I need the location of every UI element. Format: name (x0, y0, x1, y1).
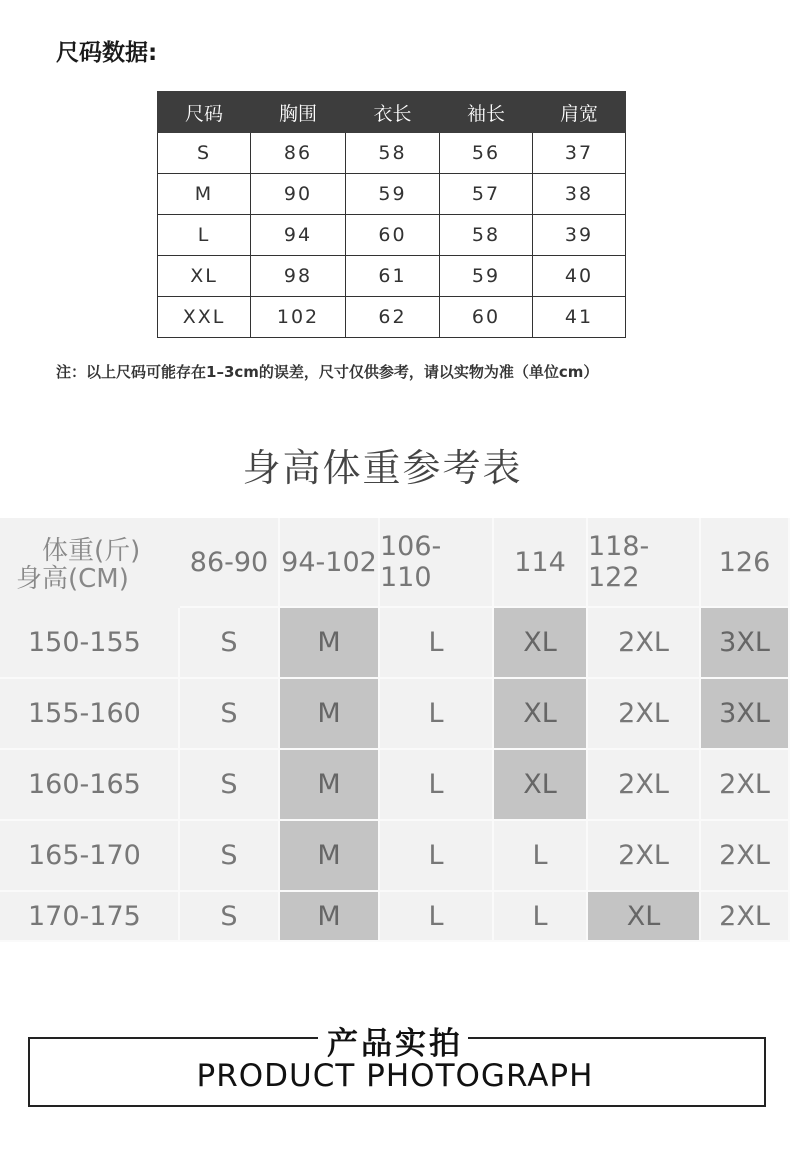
table-cell: 60 (440, 297, 533, 338)
height-weight-table (0, 518, 790, 942)
size-table-header (158, 92, 626, 133)
size-cell: 2XL (588, 750, 701, 821)
table-row (158, 297, 626, 338)
table-row (158, 215, 626, 256)
table-cell: 38 (533, 174, 626, 215)
table-cell: 102 (251, 297, 346, 338)
section-title-cn: 产品实拍 (327, 1026, 463, 1062)
size-cell: S (180, 750, 280, 821)
table-cell: 86 (251, 133, 346, 174)
size-cell: L (494, 821, 588, 892)
weight-column-header: 94-102 (280, 518, 380, 608)
table-cell: 40 (533, 256, 626, 297)
table-cell: XXL (158, 297, 251, 338)
size-table (157, 91, 626, 338)
table-cell: 62 (346, 297, 440, 338)
corner-header (0, 518, 180, 608)
table-cell: 41 (533, 297, 626, 338)
size-cell: XL (494, 679, 588, 750)
frame-line-left (30, 1037, 318, 1039)
header-shoulder: 肩宽 (533, 92, 626, 133)
size-cell: 2XL (588, 608, 701, 679)
size-cell: 2XL (701, 750, 790, 821)
table-row (158, 256, 626, 297)
size-note: 注：以上尺码可能存在1–3cm的误差，尺寸仅供参考，请以实物为准（单位cm） (56, 363, 599, 381)
header-chest: 胸围 (251, 92, 346, 133)
table-cell: 98 (251, 256, 346, 297)
size-cell: M (280, 892, 380, 942)
height-row-header: 150-155 (0, 608, 180, 679)
size-cell: 3XL (701, 679, 790, 750)
size-cell: XL (494, 608, 588, 679)
size-cell: 2XL (588, 821, 701, 892)
frame-line-right (468, 1037, 764, 1039)
height-row-header: 165-170 (0, 821, 180, 892)
size-cell: S (180, 892, 280, 942)
size-cell: 2XL (701, 892, 790, 942)
size-cell: L (380, 608, 494, 679)
table-cell: 39 (533, 215, 626, 256)
height-row-header: 170-175 (0, 892, 180, 942)
table-cell: M (158, 174, 251, 215)
size-data-title: 尺码数据: (56, 40, 158, 66)
table-cell: XL (158, 256, 251, 297)
weight-column-header: 114 (494, 518, 588, 608)
size-cell: 2XL (701, 821, 790, 892)
table-cell: 59 (346, 174, 440, 215)
table-cell: 90 (251, 174, 346, 215)
size-cell: L (380, 892, 494, 942)
corner-height-label: 身高(CM) (16, 564, 129, 594)
header-length: 衣长 (346, 92, 440, 133)
table-cell: 58 (440, 215, 533, 256)
height-row-header: 160-165 (0, 750, 180, 821)
reference-table-title: 身高体重参考表 (242, 446, 523, 490)
weight-column-header: 106-110 (380, 518, 494, 608)
header-size: 尺码 (158, 92, 251, 133)
table-cell: S (158, 133, 251, 174)
table-cell: 37 (533, 133, 626, 174)
corner-weight-label: 体重(斤) (42, 536, 141, 566)
size-cell: XL (494, 750, 588, 821)
table-cell: 58 (346, 133, 440, 174)
header-sleeve: 袖长 (440, 92, 533, 133)
height-row-header: 155-160 (0, 679, 180, 750)
table-cell: 59 (440, 256, 533, 297)
weight-column-header: 126 (701, 518, 790, 608)
table-row (158, 174, 626, 215)
size-cell: XL (588, 892, 701, 942)
table-cell: 56 (440, 133, 533, 174)
table-cell: 94 (251, 215, 346, 256)
size-cell: S (180, 679, 280, 750)
section-title-en: PRODUCT PHOTOGRAPH (196, 1058, 594, 1094)
table-cell: L (158, 215, 251, 256)
size-cell: S (180, 821, 280, 892)
size-cell: L (380, 750, 494, 821)
size-cell: M (280, 750, 380, 821)
size-cell: M (280, 679, 380, 750)
size-cell: 3XL (701, 608, 790, 679)
size-cell: L (380, 821, 494, 892)
size-cell: L (494, 892, 588, 942)
table-cell: 57 (440, 174, 533, 215)
size-cell: 2XL (588, 679, 701, 750)
size-cell: S (180, 608, 280, 679)
table-cell: 61 (346, 256, 440, 297)
weight-column-header: 86-90 (180, 518, 280, 608)
weight-column-header: 118-122 (588, 518, 701, 608)
table-row (158, 133, 626, 174)
size-cell: L (380, 679, 494, 750)
size-cell: M (280, 821, 380, 892)
size-cell: M (280, 608, 380, 679)
table-cell: 60 (346, 215, 440, 256)
